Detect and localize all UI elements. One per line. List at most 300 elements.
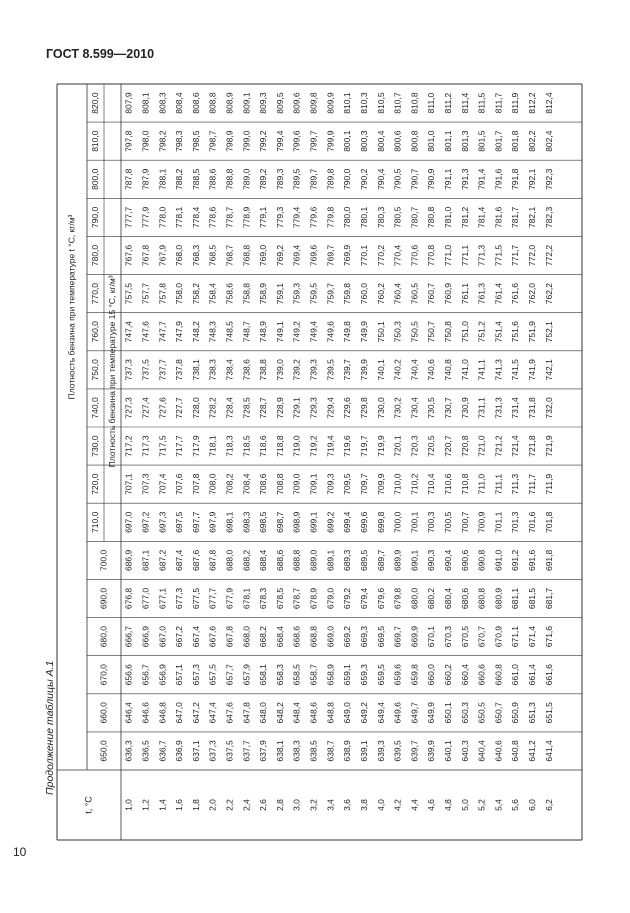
table-cell: 721,2 (493, 435, 504, 457)
table-cell: 708,6 (258, 473, 269, 495)
table-cell: 688,2 (241, 549, 252, 572)
table-cell: 811,2 (443, 92, 453, 114)
table-cell: 641,2 (527, 740, 538, 762)
table-cell: 757,7 (140, 282, 151, 305)
table-cell: 747,7 (157, 321, 168, 343)
table-cell: 730,7 (443, 397, 453, 419)
table-cell: 801,0 (426, 130, 437, 152)
table-cell: 771,1 (459, 244, 470, 267)
table-cell: 709,9 (375, 473, 386, 495)
table-cell: 709,5 (342, 473, 353, 495)
table-cell: 770,4 (392, 244, 403, 267)
table-cell: 661,4 (527, 664, 538, 686)
table-cell: 798,9 (224, 130, 235, 152)
table-cell: 728,7 (258, 397, 269, 419)
table-cell: 768,3 (190, 244, 201, 267)
table-cell: 811,0 (426, 92, 437, 114)
table-cell: 720,1 (392, 435, 403, 457)
table-cell: 760,4 (392, 282, 403, 305)
table-cell: 808,1 (140, 92, 151, 114)
table-cell: 697,2 (140, 511, 151, 533)
table-cell: 661,6 (543, 664, 554, 686)
table-cell: 781,6 (493, 206, 504, 229)
table-cell: 659,8 (409, 664, 420, 686)
table-cell: 697,9 (207, 511, 218, 533)
table-cell: 711,0 (476, 473, 487, 495)
table-cell: 809,8 (308, 92, 319, 114)
table-cell: 799,9 (325, 130, 336, 152)
table-cell: 677,0 (140, 587, 151, 610)
table-cell: 647,6 (224, 702, 235, 724)
table-cell: 747,4 (123, 321, 134, 343)
table-cell: 809,1 (241, 92, 252, 114)
table-cell: 779,8 (325, 206, 336, 229)
table-cell: 669,3 (358, 625, 369, 648)
table-cell: 639,9 (426, 740, 437, 762)
table-cell: 659,3 (358, 664, 369, 686)
table-cell: 717,3 (140, 435, 151, 457)
table-cell: 641,4 (543, 740, 554, 762)
table-cell: 729,8 (358, 397, 369, 419)
table-cell: 798,5 (190, 130, 201, 152)
row-temperature-label: 1,8 (190, 799, 201, 811)
table-cell: 741,9 (527, 359, 538, 381)
table-cell: 648,0 (258, 702, 269, 724)
table-cell: 769,6 (308, 244, 319, 267)
table-cell: 760,5 (409, 282, 420, 305)
table-cell: 801,5 (476, 130, 487, 152)
table-cell: 691,2 (510, 549, 521, 572)
table-cell: 770,1 (358, 244, 369, 267)
table-cell: 782,3 (543, 206, 554, 229)
table-cell: 718,8 (274, 435, 285, 457)
table-cell: 690,3 (426, 549, 437, 572)
table-cell: 637,1 (190, 740, 201, 762)
row-temperature-label: 5,6 (510, 799, 521, 811)
table-cell: 677,1 (157, 587, 168, 610)
table-cell: 780,0 (342, 206, 353, 229)
table-cell: 769,0 (258, 244, 269, 267)
table-cell: 679,8 (392, 587, 403, 610)
table-cell: 770,2 (375, 244, 386, 267)
table-cell: 691,0 (493, 549, 504, 572)
column-header: 750,0 (89, 359, 100, 381)
table-cell: 677,7 (207, 587, 218, 610)
table-cell: 778,9 (241, 206, 252, 229)
table-cell: 667,8 (224, 625, 235, 648)
table-cell: 727,6 (157, 397, 168, 419)
table-cell: 678,1 (241, 587, 252, 610)
table-cell: 648,4 (291, 702, 302, 724)
table-cell: 649,6 (392, 702, 403, 724)
table-cell: 778,7 (224, 206, 235, 229)
table-cell: 708,2 (224, 473, 235, 495)
table-cell: 790,9 (426, 168, 437, 190)
table-cell: 647,0 (174, 702, 185, 724)
table-cell: 660,6 (476, 664, 487, 686)
table-cell: 767,6 (123, 244, 134, 267)
table-cell: 797,8 (123, 130, 134, 152)
table-cell: 708,0 (207, 473, 218, 495)
table-cell: 647,4 (207, 702, 218, 724)
row-temperature-label: 4,6 (426, 799, 437, 811)
table-cell: 700,7 (459, 511, 470, 533)
table-cell: 647,8 (241, 702, 252, 724)
table-cell: 778,0 (157, 206, 168, 229)
table-cell: 649,7 (409, 702, 420, 724)
table-cell: 801,1 (443, 130, 453, 152)
table-cell: 687,2 (157, 549, 168, 572)
row-temperature-label: 2,4 (241, 799, 252, 811)
table-cell: 808,4 (174, 92, 185, 114)
column-header: 810,0 (89, 130, 100, 152)
table-cell: 668,4 (274, 625, 285, 648)
table-cell: 688,8 (291, 549, 302, 572)
table-cell: 730,4 (409, 397, 420, 419)
table-cell: 760,0 (358, 282, 369, 305)
table-cell: 670,3 (443, 625, 453, 648)
table-cell: 640,4 (476, 740, 487, 762)
table-cell: 659,1 (342, 664, 353, 686)
table-cell: 687,1 (140, 549, 151, 572)
table-cell: 778,1 (174, 206, 185, 229)
table-cell: 760,9 (443, 282, 453, 305)
table-cell: 639,3 (375, 740, 386, 762)
table-cell: 660,8 (493, 664, 504, 686)
table-cell: 751,4 (493, 321, 504, 343)
table-cell: 731,3 (493, 397, 504, 419)
table-cell: 639,1 (358, 740, 369, 762)
table-cell: 767,8 (140, 244, 151, 267)
page-number: 10 (13, 845, 27, 859)
table-cell: 808,6 (190, 92, 201, 114)
table-cell: 697,0 (123, 511, 134, 533)
table-cell: 788,8 (224, 168, 235, 190)
table-cell: 638,5 (308, 740, 319, 762)
table-cell: 717,9 (190, 435, 201, 457)
table-cell: 720,3 (409, 435, 420, 457)
table-cell: 809,9 (325, 92, 336, 114)
table-cell: 772,0 (527, 244, 538, 267)
table-cell: 790,2 (358, 168, 369, 190)
table-cell: 658,5 (291, 664, 302, 686)
table-cell: 699,2 (325, 511, 336, 533)
table-cell: 669,0 (325, 625, 336, 648)
table-cell: 667,2 (174, 625, 185, 648)
table-cell: 809,5 (274, 92, 285, 114)
table-cell: 680,0 (409, 587, 420, 610)
table-cell: 771,5 (493, 244, 504, 267)
table-cell: 729,4 (325, 397, 336, 419)
table-cell: 749,2 (291, 321, 302, 343)
table-cell: 758,4 (207, 282, 218, 305)
table-cell: 668,2 (258, 625, 269, 648)
column-header: 650,0 (98, 740, 109, 762)
column-header: 670,0 (98, 664, 109, 686)
table-cell: 660,2 (443, 664, 453, 686)
row-temperature-label: 2,2 (224, 799, 235, 811)
table-cell: 760,7 (426, 282, 437, 305)
table-cell: 666,9 (140, 625, 151, 648)
table-cell: 677,3 (174, 587, 185, 610)
table-cell: 678,7 (291, 587, 302, 610)
table-cell: 732,0 (543, 397, 554, 419)
table-cell: 728,2 (207, 397, 218, 419)
table-cell: 790,4 (375, 168, 386, 190)
table-cell: 727,4 (140, 397, 151, 419)
table-cell: 778,6 (207, 206, 218, 229)
table-cell: 691,6 (527, 549, 538, 572)
table-cell: 697,7 (190, 511, 201, 533)
table-cell: 772,2 (543, 244, 554, 267)
table-cell: 651,3 (527, 702, 538, 724)
table-cell: 638,9 (342, 740, 353, 762)
column-header: 700,0 (98, 549, 109, 572)
table-cell: 761,1 (459, 282, 470, 305)
table-cell: 749,1 (274, 321, 285, 343)
table-cell: 657,7 (224, 664, 235, 686)
table-cell: 808,9 (224, 92, 235, 114)
table-cell: 749,8 (342, 321, 353, 343)
row-temperature-label: 1,6 (174, 799, 185, 811)
column-header: 740,0 (89, 397, 100, 419)
table-cell: 698,7 (274, 511, 285, 533)
table-cell: 740,6 (426, 359, 437, 381)
table-cell: 699,6 (358, 511, 369, 533)
table-cell: 791,4 (476, 168, 487, 190)
row-temperature-label: 2,8 (274, 799, 285, 811)
table-cell: 691,8 (543, 549, 554, 572)
table-cell: 690,6 (459, 549, 470, 572)
table-cell: 788,2 (174, 168, 185, 190)
row-temperature-label: 4,8 (443, 799, 453, 811)
table-cell: 769,2 (274, 244, 285, 267)
table-cell: 779,3 (274, 206, 285, 229)
table-cell: 637,9 (258, 740, 269, 762)
table-cell: 701,8 (543, 511, 554, 533)
table-cell: 699,8 (375, 511, 386, 533)
table-cell: 748,7 (241, 321, 252, 343)
table-cell: 637,3 (207, 740, 218, 762)
table-cell: 728,9 (274, 397, 285, 419)
table-cell: 758,2 (190, 282, 201, 305)
table-cell: 780,7 (409, 206, 420, 229)
table-cell: 781,7 (510, 206, 521, 229)
table-cell: 678,9 (308, 587, 319, 610)
table-cell: 650,9 (510, 702, 521, 724)
column-header: 780,0 (89, 244, 100, 267)
table-cell: 718,3 (224, 435, 235, 457)
column-header: 730,0 (89, 435, 100, 457)
table-cell: 771,0 (443, 244, 453, 267)
table-cell: 638,3 (291, 740, 302, 762)
table-cell: 681,7 (543, 587, 554, 610)
table-cell: 720,5 (426, 435, 437, 457)
table-cell: 747,9 (174, 321, 185, 343)
table-cell: 718,1 (207, 435, 218, 457)
table-cell: 801,3 (459, 130, 470, 152)
table-cell: 750,8 (443, 321, 453, 343)
row-temperature-label: 3,2 (308, 799, 319, 811)
table-cell: 689,1 (325, 549, 336, 572)
table-cell: 730,0 (375, 397, 386, 419)
table-cell: 689,0 (308, 549, 319, 572)
table-cell: 791,6 (493, 168, 504, 190)
table-cell: 640,3 (459, 740, 470, 762)
document-title: ГОСТ 8.599—2010 (46, 47, 155, 61)
table-cell: 687,6 (190, 549, 201, 572)
table-cell: 740,4 (409, 359, 420, 381)
table-cell: 710,6 (443, 473, 453, 495)
table-cell: 650,1 (443, 702, 453, 724)
table-cell: 811,7 (493, 92, 504, 114)
row-temperature-label: 1,4 (157, 799, 168, 811)
table-cell: 809,3 (258, 92, 269, 114)
table-cell: 649,0 (342, 702, 353, 724)
table-cell: 798,3 (174, 130, 185, 152)
table-cell: 757,8 (157, 282, 168, 305)
row-temperature-label: 6,0 (527, 799, 538, 811)
table-cell: 669,5 (375, 625, 386, 648)
table-cell: 670,5 (459, 625, 470, 648)
table-cell: 780,3 (375, 206, 386, 229)
table-cell: 646,8 (157, 702, 168, 724)
table-cell: 741,3 (493, 359, 504, 381)
row-temperature-label: 4,2 (392, 799, 403, 811)
table-cell: 731,4 (510, 397, 521, 419)
table-cell: 690,1 (409, 549, 420, 572)
table-cell: 669,2 (342, 625, 353, 648)
table-cell: 719,0 (291, 435, 302, 457)
table-cell: 668,0 (241, 625, 252, 648)
table-cell: 729,3 (308, 397, 319, 419)
table-cell: 768,8 (241, 244, 252, 267)
table-cell: 798,0 (140, 130, 151, 152)
table-cell: 800,8 (409, 130, 420, 152)
table-cell: 739,2 (291, 359, 302, 381)
table-cell: 717,2 (123, 435, 134, 457)
table-cell: 720,7 (443, 435, 453, 457)
table-cell: 798,7 (207, 130, 218, 152)
table-cell: 679,2 (342, 587, 353, 610)
table-cell: 670,1 (426, 625, 437, 648)
table-cell: 780,8 (426, 206, 437, 229)
table-cell: 809,6 (291, 92, 302, 114)
table-cell: 807,9 (123, 92, 134, 114)
table-cell: 771,3 (476, 244, 487, 267)
table-cell: 737,5 (140, 359, 151, 381)
sub-header-label: Плотность бензина при температуре 15 °C, кг/м³ (106, 275, 117, 468)
table-cell: 688,4 (258, 549, 269, 572)
table-cell: 812,4 (543, 92, 554, 114)
table-cell: 740,1 (375, 359, 386, 381)
table-cell: 709,7 (358, 473, 369, 495)
table-cell: 728,5 (241, 397, 252, 419)
table-cell: 659,6 (392, 664, 403, 686)
table-cell: 640,8 (510, 740, 521, 762)
table-cell: 752,1 (543, 321, 554, 343)
table-cell: 751,0 (459, 321, 470, 343)
top-header-label: Плотность бензина при температуре t °C, кг/м³ (66, 214, 77, 400)
table-cell: 646,6 (140, 702, 151, 724)
table-cell: 689,3 (342, 549, 353, 572)
table-cell: 728,4 (224, 397, 235, 419)
table-cell: 721,0 (476, 435, 487, 457)
column-header: 820,0 (89, 92, 100, 114)
table-cell: 667,4 (190, 625, 201, 648)
table-cell: 800,3 (358, 130, 369, 152)
table-cell: 738,6 (241, 359, 252, 381)
table-cell: 730,2 (392, 397, 403, 419)
table-cell: 799,4 (274, 130, 285, 152)
table-cell: 789,0 (241, 168, 252, 190)
table-cell: 749,6 (325, 321, 336, 343)
table-cell: 681,5 (527, 587, 538, 610)
table-cell: 749,4 (308, 321, 319, 343)
table-cell: 728,0 (190, 397, 201, 419)
table-cell: 748,9 (258, 321, 269, 343)
table-cell: 669,7 (392, 625, 403, 648)
table-cell: 708,8 (274, 473, 285, 495)
table-cell: 679,0 (325, 587, 336, 610)
row-temperature-label: 6,2 (543, 799, 554, 811)
table-cell: 770,8 (426, 244, 437, 267)
table-cell: 698,9 (291, 511, 302, 533)
row-temperature-label: 5,0 (459, 799, 470, 811)
table-cell: 748,5 (224, 321, 235, 343)
table-cell: 686,9 (123, 549, 134, 572)
table-cell: 787,8 (123, 168, 134, 190)
table-cell: 709,1 (308, 473, 319, 495)
table-cell: 718,5 (241, 435, 252, 457)
table-cell: 729,1 (291, 397, 302, 419)
table-cell: 767,9 (157, 244, 168, 267)
table-cell: 739,9 (358, 359, 369, 381)
table-cell: 799,0 (241, 130, 252, 152)
row-temperature-label: 3,8 (358, 799, 369, 811)
table-cell: 749,9 (358, 321, 369, 343)
table-cell: 698,1 (224, 511, 235, 533)
table-cell: 761,3 (476, 282, 487, 305)
table-cell: 680,4 (443, 587, 453, 610)
table-cell: 781,0 (443, 206, 453, 229)
table-cell: 689,5 (358, 549, 369, 572)
table-cell: 739,3 (308, 359, 319, 381)
table-cell: 671,6 (543, 625, 554, 648)
table-caption: Продолжение таблицы А.1 (44, 660, 56, 795)
table-cell: 748,3 (207, 321, 218, 343)
table-cell: 678,5 (274, 587, 285, 610)
table-cell: 687,4 (174, 549, 185, 572)
table-cell: 718,6 (258, 435, 269, 457)
table-cell: 789,8 (325, 168, 336, 190)
table-cell: 810,1 (342, 92, 353, 114)
column-header: 760,0 (89, 321, 100, 343)
row-temperature-label: 4,0 (375, 799, 386, 811)
table-cell: 688,6 (274, 549, 285, 572)
table-cell: 740,2 (392, 359, 403, 381)
table-cell: 679,6 (375, 587, 386, 610)
table-cell: 791,3 (459, 168, 470, 190)
table-cell: 780,1 (358, 206, 369, 229)
table-cell: 657,5 (207, 664, 218, 686)
column-header: 770,0 (89, 282, 100, 305)
table-cell: 741,0 (459, 359, 470, 381)
table-cell: 737,7 (157, 359, 168, 381)
table-cell: 769,4 (291, 244, 302, 267)
table-cell: 711,1 (493, 473, 504, 495)
table-cell: 709,0 (291, 473, 302, 495)
